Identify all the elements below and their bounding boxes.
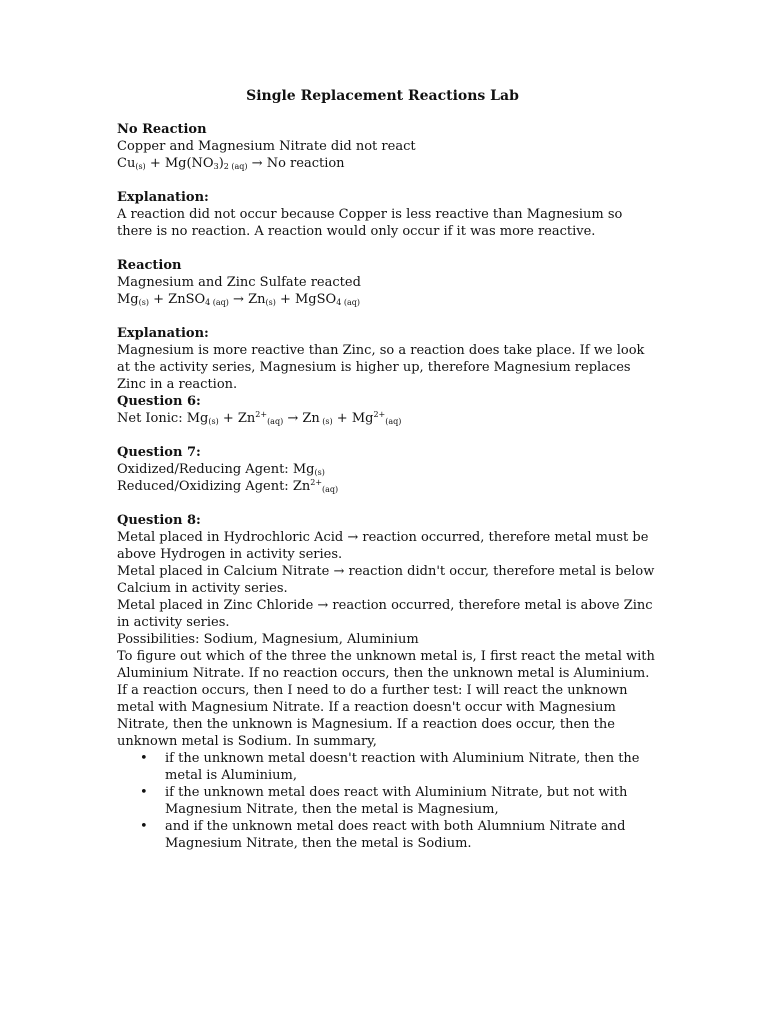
q6-heading: Question 6: — [117, 394, 201, 409]
eq-state: (s) — [138, 298, 149, 307]
reaction-text: Magnesium and Zinc Sulfate reacted — [117, 275, 361, 290]
eq-state: (s) — [319, 417, 333, 426]
reaction-heading: Reaction — [117, 258, 182, 273]
list-item-text: if the unknown metal does react with Aluminium Nitrate, but not with Magnesium Nitrate, then the metal is Magnesium, — [165, 785, 628, 817]
eq-part: Mg — [117, 292, 139, 307]
eq-state: (aq) — [267, 417, 284, 426]
explanation2-heading: Explanation: — [117, 326, 209, 341]
eq-charge: 2+ — [310, 478, 323, 487]
eq-part: + Mg — [332, 411, 374, 426]
bullet-icon: • — [140, 751, 148, 766]
bullet-icon: • — [140, 819, 148, 834]
q7-reduced — [117, 478, 688, 495]
eq-sub: 4 (aq) — [205, 298, 229, 307]
q6-net-ionic — [117, 410, 688, 427]
eq-part: Cu — [117, 156, 136, 171]
summary-list — [117, 750, 688, 852]
eq-arrow: → — [247, 156, 267, 171]
eq-part: ) — [218, 156, 224, 171]
eq-part: Net Ionic: Mg — [117, 411, 209, 426]
no-reaction-heading: No Reaction — [117, 122, 207, 137]
eq-state: (aq) — [322, 485, 339, 494]
explanation1-heading: Explanation: — [117, 190, 209, 205]
list-item-text: if the unknown metal doesn't reaction with Aluminium Nitrate, then the metal is Aluminium, — [165, 751, 640, 783]
q7-oxidized — [117, 461, 688, 478]
eq-state: (s) — [314, 468, 325, 477]
q8-zinc-text: Metal placed in Zinc Chloride → reaction occurred, therefore metal is above Zinc in activity series. — [117, 598, 653, 630]
eq-part: + ZnSO — [149, 292, 206, 307]
eq-part: Zn — [248, 292, 266, 307]
list-item — [140, 818, 645, 852]
explanation1-text: A reaction did not occur because Copper is less reactive than Magnesium so there is no reaction. A reaction would only occur if it was more reactive. — [117, 207, 623, 239]
q8-heading: Question 8: — [117, 513, 201, 528]
q8-hcl-text: Metal placed in Hydrochloric Acid → reaction occurred, therefore metal must be above Hydrogen in activity series. — [117, 530, 649, 562]
reaction-equation — [117, 291, 688, 308]
eq-state: (s) — [265, 298, 276, 307]
eq-result: No reaction — [266, 156, 345, 171]
eq-part: → Zn — [283, 411, 320, 426]
eq-part: + Zn — [218, 411, 256, 426]
q8-possibilities: Possibilities: Sodium, Magnesium, Aluminium — [117, 632, 419, 647]
document-title: Single Replacement Reactions Lab — [246, 88, 519, 104]
eq-charge: 2+ — [255, 410, 268, 419]
eq-state: (aq) — [385, 417, 402, 426]
eq-state: (s) — [208, 417, 219, 426]
q8-calcium-text: Metal placed in Calcium Nitrate → reaction didn't occur, therefore metal is below Calcium in activity series. — [117, 564, 655, 596]
eq-charge: 2+ — [373, 410, 386, 419]
no-reaction-text: Copper and Magnesium Nitrate did not react — [117, 139, 416, 154]
eq-part: + MgSO — [275, 292, 337, 307]
list-item — [140, 784, 645, 818]
eq-part: + Mg(NO — [145, 156, 214, 171]
eq-sub: 2 (aq) — [223, 162, 248, 171]
bullet-icon: • — [140, 785, 148, 800]
eq-part: Reduced/Oxidizing Agent: Zn — [117, 479, 311, 494]
list-item-text: and if the unknown metal does react with both Alumnium Nitrate and Magnesium Nitrate, then the metal is Sodium. — [165, 819, 626, 851]
eq-arrow: → — [228, 292, 249, 307]
list-item — [140, 750, 645, 784]
eq-sub: 3 — [213, 162, 219, 171]
no-reaction-equation — [117, 155, 688, 172]
eq-part: Oxidized/Reducing Agent: Mg — [117, 462, 315, 477]
eq-sub: 4 (aq) — [336, 298, 360, 307]
q7-heading: Question 7: — [117, 445, 201, 460]
explanation2-text: Magnesium is more reactive than Zinc, so a reaction does take place. If we look at the activity series, Magnesium is higher up, therefore Magnesium replaces Zinc in a reaction. — [117, 343, 645, 392]
q8-paragraph: To figure out which of the three the unknown metal is, I first react the metal with Aluminium Nitrate. If no reaction occurs, then the unknown metal is Aluminium. If a reaction occurs, then I need to do a further test: I will react the unknown metal with Magnesium Nitrate. If a reaction doesn't occur with Magnesium Nitrate, then the unknown is Magnesium. If a reaction does occur, then the unknown metal is Sodium. In summary, — [117, 649, 655, 749]
eq-state: (s) — [135, 162, 146, 171]
